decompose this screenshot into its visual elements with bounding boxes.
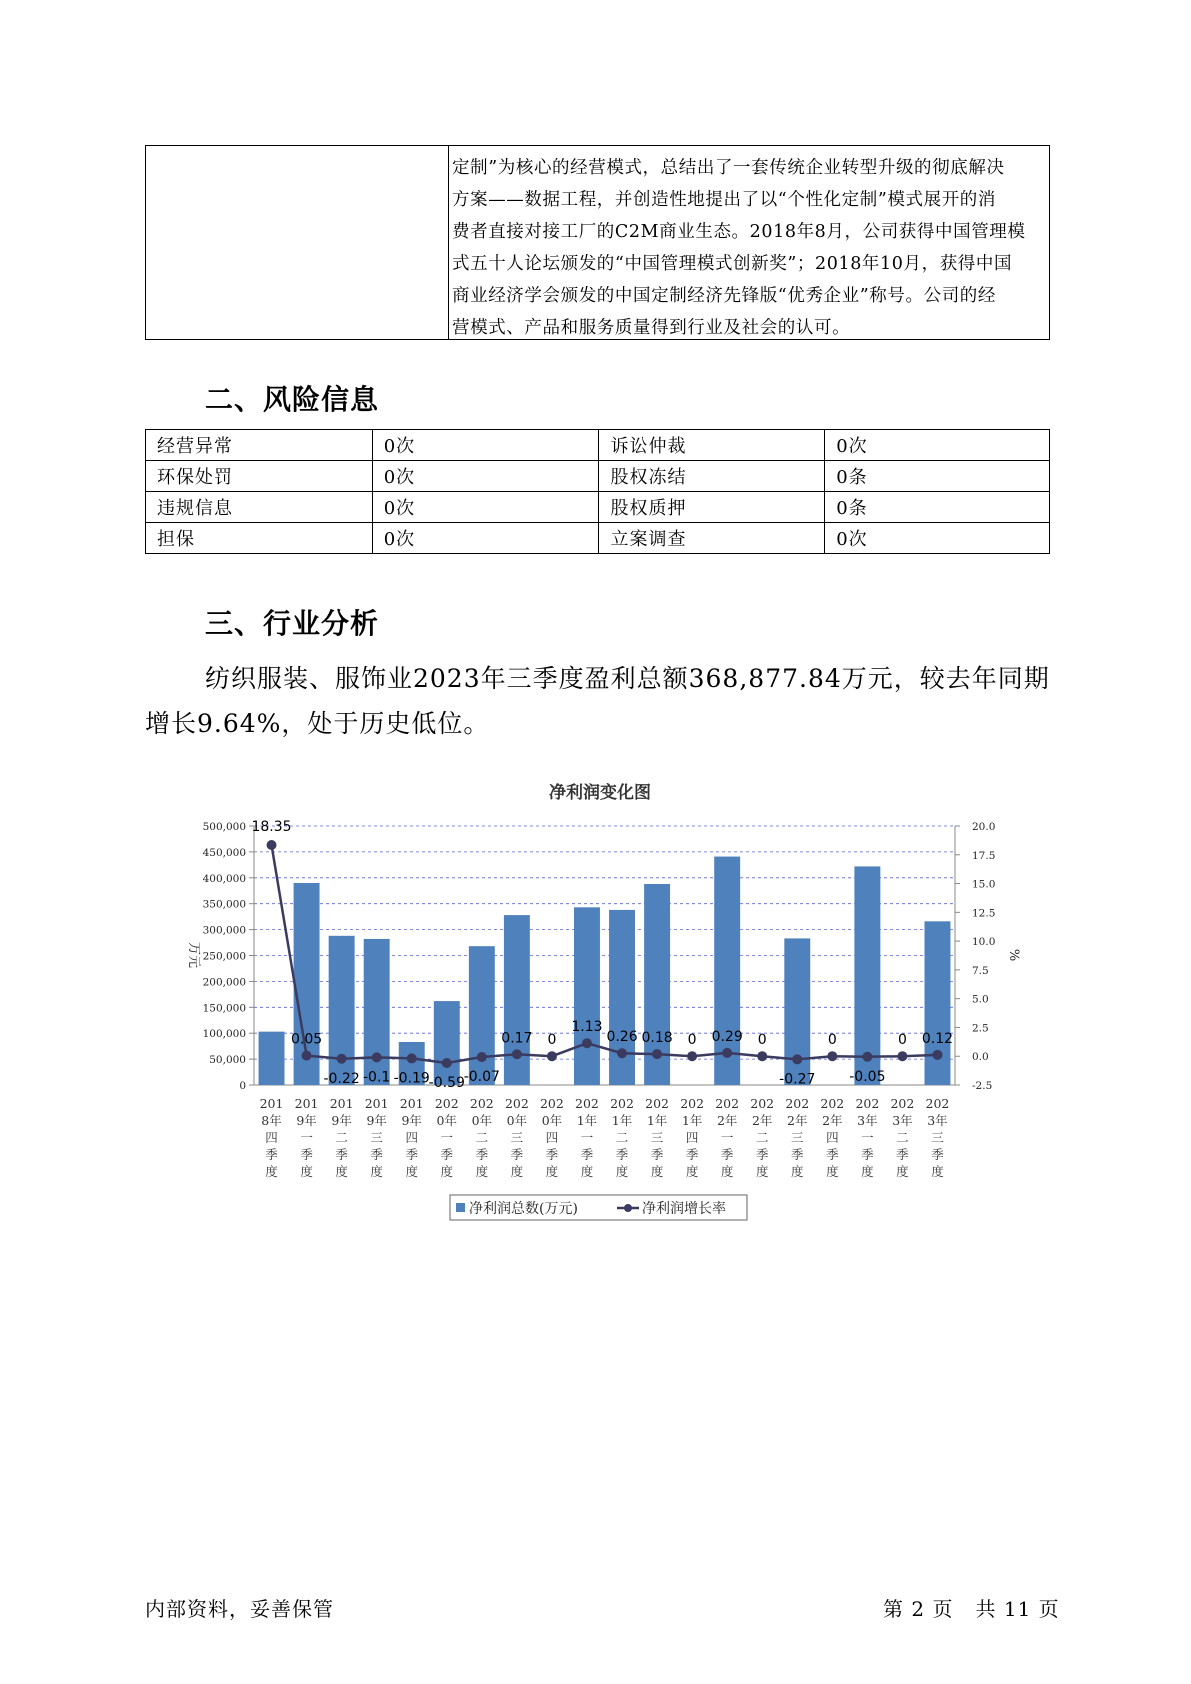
y2-tick-label: 5.0 [972, 993, 989, 1006]
x-tick-label: 202 1年一季度 [575, 1096, 599, 1179]
risk-label: 违规信息 [146, 492, 373, 523]
x-tick-label: 202 1年三季度 [645, 1096, 670, 1179]
x-tick-label: 201 9年四季度 [399, 1096, 424, 1179]
x-tick-label: 202 2年一季度 [715, 1096, 740, 1179]
y-axis-label: 万元 [186, 941, 201, 969]
y-tick-label: 0 [239, 1080, 246, 1092]
risk-value: 0次 [372, 461, 599, 492]
bar [574, 907, 600, 1085]
risk-label: 立案调查 [599, 523, 825, 554]
growth-rate-label: 0.17 [501, 1030, 533, 1047]
x-tick-label: 202 0年二季度 [469, 1096, 494, 1179]
growth-rate-label: -0.07 [463, 1069, 500, 1086]
legend-line-label: 净利润增长率 [642, 1201, 726, 1217]
growth-rate-point [512, 1049, 522, 1059]
growth-rate-label: 0.12 [921, 1030, 954, 1047]
growth-rate-label: 0.05 [290, 1031, 323, 1048]
section-title-risk: 二、风险信息 [205, 383, 380, 416]
growth-rate-point [477, 1052, 487, 1062]
x-tick-label: 202 1年四季度 [680, 1096, 705, 1179]
y-tick-label: 500,000 [202, 821, 246, 833]
bar [925, 921, 951, 1085]
x-tick-label: 201 9年三季度 [364, 1096, 389, 1179]
risk-label: 股权质押 [599, 492, 825, 523]
growth-rate-label: -0.19 [393, 1070, 430, 1087]
x-tick-label: 202 1年二季度 [610, 1096, 634, 1179]
y2-tick-label: 2.5 [972, 1022, 989, 1035]
risk-value: 0条 [825, 492, 1050, 523]
growth-rate-label: 0.29 [711, 1028, 743, 1045]
x-tick-label: 202 0年三季度 [504, 1096, 529, 1179]
y-tick-label: 400,000 [202, 872, 246, 885]
x-tick-label: 202 2年四季度 [820, 1096, 845, 1179]
section-title-industry: 三、行业分析 [205, 607, 380, 640]
growth-rate-label: 0 [897, 1032, 907, 1049]
growth-rate-point [547, 1051, 557, 1061]
x-tick-label: 202 2年二季度 [750, 1096, 775, 1179]
growth-rate-point [687, 1051, 697, 1061]
y-tick-label: 100,000 [202, 1028, 246, 1041]
risk-label: 经营异常 [146, 430, 373, 461]
growth-rate-label: 1.13 [571, 1019, 603, 1036]
growth-rate-label: -0.05 [849, 1068, 886, 1085]
x-tick-label: 201 8年四季度 [259, 1096, 284, 1179]
growth-rate-point [932, 1050, 942, 1060]
growth-rate-point [792, 1054, 802, 1064]
risk-value: 0次 [372, 523, 599, 554]
chart-title: 净利润变化图 [549, 783, 651, 803]
legend-bar-label: 净利润总数(万元) [469, 1201, 578, 1217]
y-tick-label: 300,000 [202, 924, 246, 937]
growth-rate-label: 0 [757, 1032, 767, 1049]
x-tick-label: 202 2年三季度 [785, 1096, 810, 1179]
growth-rate-label: -0.22 [323, 1070, 360, 1087]
x-tick-label: 201 9年二季度 [329, 1096, 354, 1179]
y-tick-label: 250,000 [202, 950, 246, 963]
risk-label: 诉讼仲裁 [599, 430, 825, 461]
x-tick-label: 201 9年一季度 [294, 1096, 319, 1179]
legend-bar-swatch [456, 1203, 465, 1212]
growth-rate-label: -0.59 [428, 1075, 465, 1092]
footer-confidential-note: 内部资料，妥善保管 [145, 1597, 334, 1621]
risk-value: 0次 [372, 430, 599, 461]
risk-value: 0条 [825, 461, 1050, 492]
intro-line: 费者直接对接工厂的C2M商业生态。2018年8月，公司获得中国管理模 [452, 222, 1026, 242]
y2-axis-label: % [1006, 948, 1021, 962]
y2-tick-label: 7.5 [972, 964, 989, 977]
legend-line-marker [624, 1204, 632, 1212]
intro-line: 式五十人论坛颁发的“中国管理模式创新奖”；2018年10月，获得中国 [452, 254, 1013, 274]
x-tick-label: 202 0年一季度 [434, 1096, 459, 1179]
industry-paragraph: 纺织服装、服饰业2023年三季度盈利总额368,877.84万元，较去年同期增长9.64%，处于历史低位。 [145, 664, 1050, 738]
risk-label: 股权冻结 [599, 461, 825, 492]
bar [504, 915, 530, 1085]
x-tick-label: 202 3年三季度 [925, 1096, 950, 1179]
bar [364, 939, 390, 1085]
growth-rate-label: 18.35 [251, 818, 292, 835]
y2-tick-label: 12.5 [972, 907, 996, 920]
risk-value: 0次 [825, 523, 1050, 554]
y2-tick-label: 10.0 [972, 936, 996, 949]
y2-tick-label: 20.0 [972, 821, 996, 833]
growth-rate-label: 0.26 [606, 1029, 638, 1046]
growth-rate-label: 0 [547, 1032, 557, 1049]
y2-tick-label: -2.5 [972, 1080, 993, 1092]
growth-rate-label: 0.18 [641, 1030, 673, 1047]
y-tick-label: 200,000 [202, 976, 246, 989]
bar [469, 946, 495, 1085]
y-tick-label: 50,000 [209, 1054, 246, 1067]
growth-rate-point [582, 1038, 592, 1048]
growth-rate-point [302, 1051, 312, 1061]
y2-tick-label: 17.5 [972, 849, 996, 862]
growth-rate-point [372, 1052, 382, 1062]
risk-value: 0次 [825, 430, 1050, 461]
growth-rate-point [617, 1048, 627, 1058]
growth-rate-point [267, 840, 277, 850]
growth-rate-point [337, 1054, 347, 1064]
risk-value: 0次 [372, 492, 599, 523]
growth-rate-point [897, 1051, 907, 1061]
growth-rate-label: 0 [687, 1032, 697, 1049]
bar [434, 1001, 460, 1085]
risk-label: 担保 [146, 523, 373, 554]
bar [609, 910, 635, 1085]
intro-line: 商业经济学会颁发的中国定制经济先锋版“优秀企业”称号。公司的经 [452, 286, 996, 306]
intro-line: 营模式、产品和服务质量得到行业及社会的认可。 [452, 318, 851, 338]
growth-rate-label: -0.27 [779, 1071, 816, 1088]
risk-label: 环保处罚 [146, 461, 373, 492]
growth-rate-label: -0.1 [363, 1069, 391, 1086]
intro-line: 方案——数据工程，并创造性地提出了以“个性化定制”模式展开的消 [452, 190, 996, 210]
growth-rate-point [722, 1048, 732, 1058]
footer-page-number: 第 2 页 共 11 页 [883, 1597, 1060, 1621]
growth-rate-label: 0 [827, 1032, 837, 1049]
y-tick-label: 450,000 [202, 846, 246, 859]
growth-rate-point [827, 1051, 837, 1061]
y2-tick-label: 0.0 [972, 1051, 989, 1064]
intro-line: 定制”为核心的经营模式，总结出了一套传统企业转型升级的彻底解决 [452, 158, 1005, 178]
growth-rate-point [757, 1051, 767, 1061]
y-tick-label: 350,000 [202, 898, 246, 911]
bar [259, 1032, 285, 1085]
x-tick-label: 202 0年四季度 [539, 1096, 564, 1179]
growth-rate-point [652, 1049, 662, 1059]
y-tick-label: 150,000 [202, 1002, 246, 1015]
growth-rate-point [407, 1053, 417, 1063]
y2-tick-label: 15.0 [972, 878, 996, 891]
growth-rate-point [862, 1052, 872, 1062]
x-tick-label: 202 3年一季度 [855, 1096, 880, 1179]
growth-rate-point [442, 1058, 452, 1068]
x-tick-label: 202 3年二季度 [890, 1096, 915, 1179]
